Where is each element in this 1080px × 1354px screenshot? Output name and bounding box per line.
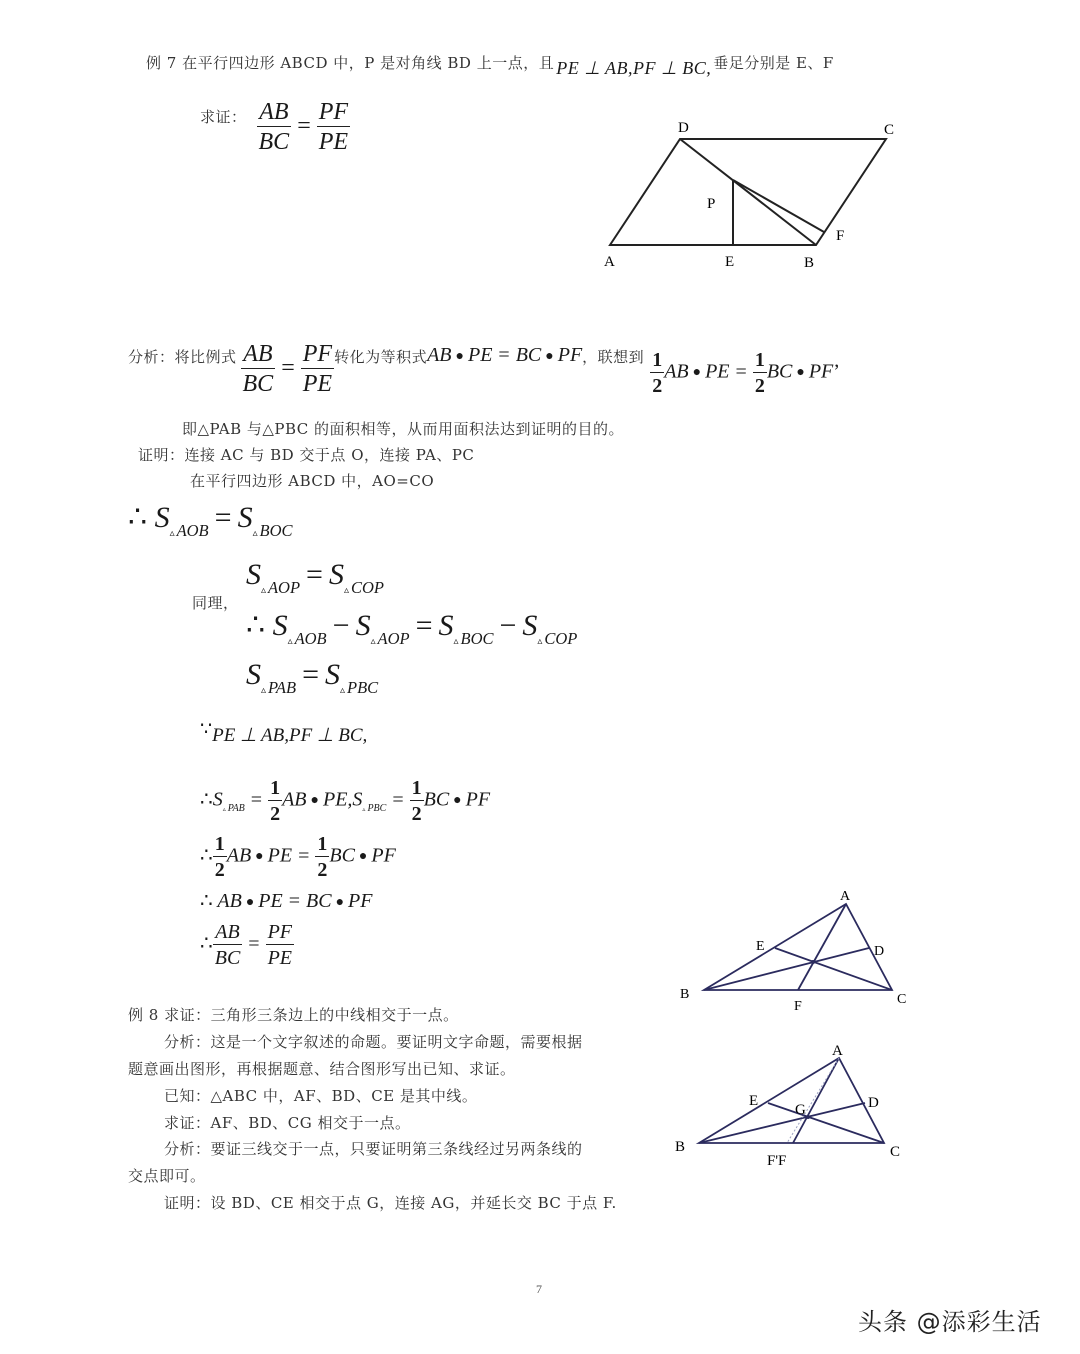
subscript: AOB <box>294 629 327 649</box>
therefore-symbol: ∴ <box>128 501 148 534</box>
term: BC <box>766 360 793 383</box>
subscript: BOC <box>460 629 494 649</box>
label-D: D <box>678 120 689 136</box>
frac-den: 2 <box>754 375 765 397</box>
triangle-icon: ▵ <box>287 636 293 648</box>
area-symbol: S <box>237 501 253 534</box>
area-eq2: $S_{▵ AOP} = S_{▵ COP}$ <box>246 558 384 598</box>
area-symbol: S <box>438 609 454 642</box>
frac-den: PE <box>267 947 293 969</box>
frac-den: BC <box>214 947 241 969</box>
example7-title <box>146 52 834 78</box>
area-symbol: S <box>246 658 261 691</box>
term: PF <box>348 890 373 912</box>
area-symbol: S <box>522 609 538 642</box>
area-symbol: S <box>212 788 223 811</box>
subscript: PBC <box>367 803 387 815</box>
triangle-medians-diagram <box>670 880 920 1020</box>
triangle-icon: ▵ <box>261 685 266 697</box>
half-product-eq: ∴ $\frac{1}{2}$ AB ● PE = $\frac{1}{2}$ BC ● PF <box>200 833 396 881</box>
label-F: F <box>836 228 845 244</box>
label-A: A <box>840 889 851 904</box>
term: AB <box>664 360 689 383</box>
term: AB <box>282 788 307 811</box>
frac-num: AB <box>215 921 240 943</box>
label-B: B <box>680 987 690 1002</box>
prove-label: 求证： <box>200 108 247 126</box>
frac-num: PF <box>302 341 333 367</box>
triangle-icon: ▵ <box>362 807 366 814</box>
term: PE <box>467 344 493 366</box>
analysis-after-text: ，联想到 <box>582 348 645 366</box>
label-F-prime-F: F'F <box>767 1153 787 1169</box>
watermark: 头条 @添彩生活 <box>858 1308 1042 1336</box>
label-E: E <box>725 254 735 270</box>
frac-den: PE <box>318 129 349 155</box>
analysis-label: 分析：将比例式 <box>128 348 237 366</box>
example8-title: 例 8 求证：三角形三条边上的中线相交于一点。 <box>128 1006 459 1024</box>
area-symbol: S <box>325 658 341 691</box>
similarly-label: 同理， <box>192 594 239 612</box>
label-C: C <box>890 1144 901 1160</box>
label-E: E <box>749 1093 759 1109</box>
therefore-symbol: ∴ <box>200 788 213 811</box>
triangle-icon: ▵ <box>343 585 349 597</box>
subscript: AOB <box>176 521 209 541</box>
label-G: G <box>795 1102 806 1118</box>
term: BC <box>423 788 450 811</box>
analysis-line2: 即△PAB 与△PBC 的面积相等，从而用面积法达到证明的目的。 <box>182 420 625 438</box>
label-E: E <box>756 939 765 954</box>
subscript: AOP <box>377 629 410 649</box>
subscript: COP <box>350 578 384 598</box>
because-symbol: ∵ <box>200 719 213 740</box>
label-D: D <box>874 944 885 959</box>
label-A: A <box>604 254 615 270</box>
subscript: BOC <box>259 521 293 541</box>
triangle-icon: ▵ <box>169 528 175 540</box>
triangle-icon: ▵ <box>370 636 376 648</box>
term: PE, <box>322 788 353 811</box>
example7-title-math: PE ⊥ AB,PF ⊥ BC, <box>556 58 712 78</box>
therefore-symbol: ∴ <box>200 890 213 912</box>
therefore-symbol: ∴ <box>200 844 213 867</box>
frac-den: BC <box>258 129 290 155</box>
analysis-mid-text: 转化为等积式 <box>334 348 428 366</box>
therefore-symbol: ∴ <box>200 932 213 955</box>
term: BC <box>306 890 332 912</box>
example7-title-text: 例 7 在平行四边形 ABCD 中，P 是对角线 BD 上一点，且 <box>146 54 555 72</box>
triangle-icon: ▵ <box>252 528 258 540</box>
example8-analysis1-a: 分析：这是一个文字叙述的命题。要证明文字命题，需要根据 <box>164 1033 583 1051</box>
subscript: PBC <box>346 678 379 698</box>
frac-num: 1 <box>652 349 663 371</box>
example8-analysis1-b: 题意画出图形，再根据题意、结合图形写出已知、求证。 <box>128 1060 516 1078</box>
example8-prove: 求证：AF、BD、CG 相交于一点。 <box>164 1114 411 1132</box>
analysis-fraction: $\frac{AB}{BC}$ = $\frac{PF}{PE}$ <box>242 341 333 397</box>
frac-den: 2 <box>652 375 663 397</box>
example8-proof: 证明：设 BD、CE 相交于点 G，连接 AG，并延长交 BC 于点 F. <box>164 1194 617 1212</box>
final-fraction: ∴ $\frac{AB}{BC}$ = $\frac{PF}{PE}$ <box>200 921 293 969</box>
frac-num: AB <box>243 341 273 367</box>
product-eq: ∴ AB ● PE = BC ● PF <box>200 890 373 912</box>
frac-den: PE <box>302 371 333 397</box>
term: BC <box>329 844 355 867</box>
area-symbol: S <box>328 558 344 591</box>
product-equation: AB ● PE = BC ● PF <box>427 344 583 366</box>
half-equation: $\frac{1}{2}$ AB ● PE = $\frac{1}{2}$ BC ● PF’ <box>652 349 840 397</box>
term: PF <box>371 844 396 867</box>
frac-num: PF <box>318 99 349 125</box>
label-C: C <box>884 122 895 138</box>
area-symbol: S <box>272 609 288 642</box>
therefore-symbol: ∴ <box>246 609 266 642</box>
term: PE <box>705 360 730 383</box>
term: PF <box>808 360 834 383</box>
because-perp <box>200 719 368 747</box>
prove-equation: $\frac{AB}{BC}$ = $\frac{PF}{PE}$ <box>258 99 349 155</box>
term: BC <box>515 344 542 366</box>
triangle-centroid-diagram <box>665 1030 925 1180</box>
subscript: COP <box>544 629 578 649</box>
frac-num: 1 <box>754 349 765 371</box>
term: AB <box>226 844 252 867</box>
term: PE <box>258 890 283 912</box>
frac-den: BC <box>242 371 274 397</box>
subscript: PAB <box>267 678 297 698</box>
term: PF <box>465 788 491 811</box>
area-symbol: S <box>154 501 170 534</box>
frac-num: AB <box>259 99 289 125</box>
example7-analysis <box>128 342 840 396</box>
subscript: PAB <box>227 803 245 815</box>
label-B: B <box>675 1139 686 1155</box>
example8-analysis2-a: 分析：要证三线交于一点，只要证明第三条线经过另两条线的 <box>164 1140 583 1158</box>
trailing-mark: ’ <box>833 360 840 383</box>
page-number: 7 <box>536 1282 542 1296</box>
proof-line2: 在平行四边形 ABCD 中，AO=CO <box>190 472 435 490</box>
term: AB <box>217 890 242 912</box>
perp-statement: PE ⊥ AB,PF ⊥ BC, <box>212 725 368 746</box>
area-formula: $\therefore S_{▵ PAB}$ = $\frac{1}{2}$ AB ● $PE,S_{▵ PBC}$ = $\frac{1}{2}$ BC ● PF <box>200 777 491 825</box>
label-F: F <box>794 999 802 1014</box>
area-eq1: ∴ $S_{▵ AOB} = S_{▵ BOC}$ <box>128 501 293 541</box>
triangle-icon: ▵ <box>261 585 266 597</box>
label-P: P <box>707 196 716 212</box>
subscript: AOP <box>267 578 301 598</box>
triangle-icon: ▵ <box>340 685 345 697</box>
term: PF <box>557 344 583 366</box>
example7-title-tail: 垂足分别是 E、F <box>713 54 834 72</box>
label-A: A <box>832 1043 843 1059</box>
area-eq4: $S_{▵ PAB} = S_{▵ PBC}$ <box>246 658 379 698</box>
term: AB <box>427 344 452 366</box>
parallelogram-diagram <box>590 110 920 280</box>
example8-given: 已知：△ABC 中，AF、BD、CE 是其中线。 <box>164 1087 478 1105</box>
example8-analysis2-b: 交点即可。 <box>128 1167 206 1185</box>
proof-line1: 证明：连接 AC 与 BD 交于点 O，连接 PA、PC <box>138 446 475 464</box>
area-symbol: S <box>352 788 363 811</box>
example7-prove <box>200 100 350 154</box>
triangle-icon: ▵ <box>537 636 543 648</box>
area-eq3: ∴ $S_{▵ AOB} - S_{▵ AOP} = S_{▵ BOC} - S_{▵ COP}$ <box>246 609 578 649</box>
frac-num: PF <box>267 921 293 943</box>
label-D: D <box>868 1095 879 1111</box>
label-B: B <box>804 255 815 271</box>
area-symbol: S <box>246 558 261 591</box>
label-C: C <box>897 992 907 1007</box>
area-symbol: S <box>355 609 371 642</box>
triangle-icon: ▵ <box>222 807 226 814</box>
triangle-icon: ▵ <box>453 636 459 648</box>
